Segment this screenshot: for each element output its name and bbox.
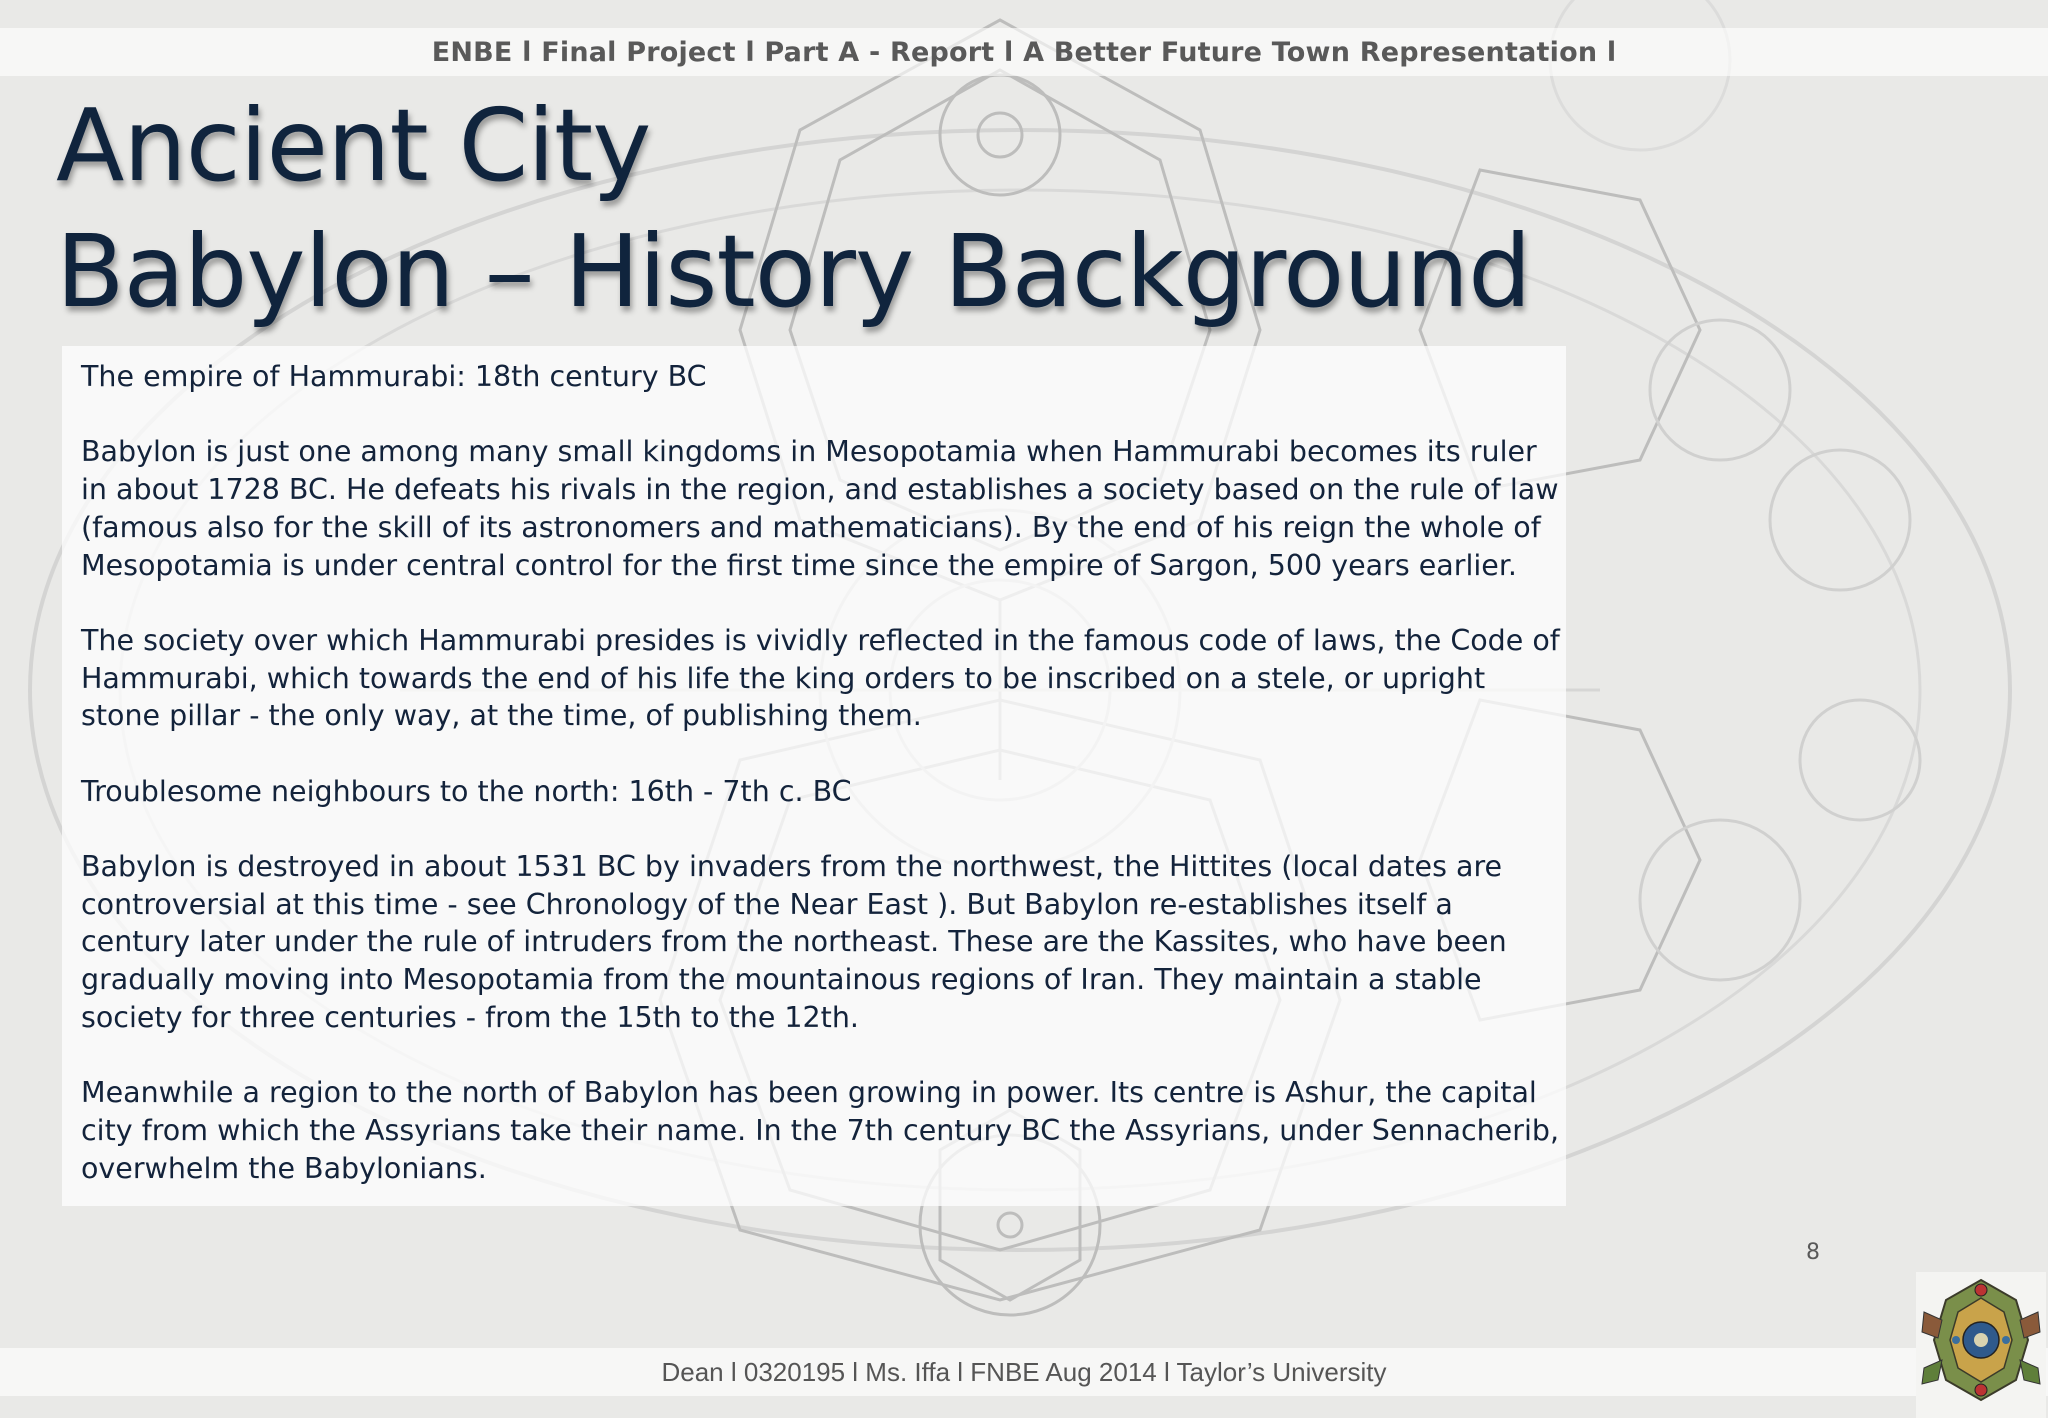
- header-band: [0, 28, 2048, 76]
- page-number: 8: [1806, 1240, 1820, 1265]
- paragraph-hittites-kassites: Babylon is destroyed in about 1531 BC by invaders from the northwest, the Hittites (local dates are controversial at this time - see Chronology of the Near East ). But Babylon re-establishes itself a century later under the rule of intruders from the northeast. These are the Kassites, who have been gradually moving into Mesopotamia from the mountainous regions of Iran. They maintain a stable society for three centuries - from the 15th to the 12th.: [81, 850, 1507, 1034]
- footer-band: [0, 1348, 2048, 1396]
- paragraph-assyrians: Meanwhile a region to the north of Babylon has been growing in power. Its centre is Ashur, the capital city from which the Assyrians take their name. In the 7th century BC the Assyrians, under Sennacherib, overwhelm the Babylonians.: [81, 1076, 1560, 1185]
- city-emblem-icon: [1916, 1272, 2046, 1418]
- section-heading-neighbours: Troublesome neighbours to the north: 16th - 7th c. BC: [81, 774, 852, 808]
- content-text: [81, 358, 1561, 1225]
- footer-text: Dean l 0320195 l Ms. Iffa l FNBE Aug 2014 l Taylor’s University: [661, 1356, 1387, 1387]
- header-text: ENBE l Final Project l Part A - Report l A Better Future Town Representation l: [431, 36, 1617, 68]
- paragraph-code-of-hammurabi: The society over which Hammurabi presides is vividly reflected in the famous code of laws, the Code of Hammurabi, which towards the end of his life the king orders to be inscribed on a stele, or upright stone pillar - the only way, at the time, of publishing them.: [81, 623, 1560, 733]
- paragraph-hammurabi-rule: Babylon is just one among many small kingdoms in Mesopotamia when Hammurabi becomes its ruler in about 1728 BC. He defeats his rivals in the region, and establishes a society based on the rule of law (famous also for the skill of its astronomers and mathematicians). By the end of his reign the whole of Mesopotamia is under central control for the first time since the empire of Sargon, 500 years earlier.: [81, 435, 1559, 582]
- page-title-line-2: Babylon – History Background: [56, 213, 1531, 330]
- section-heading-hammurabi: The empire of Hammurabi: 18th century BC: [81, 360, 707, 393]
- page-title-line-1: Ancient City: [56, 87, 651, 204]
